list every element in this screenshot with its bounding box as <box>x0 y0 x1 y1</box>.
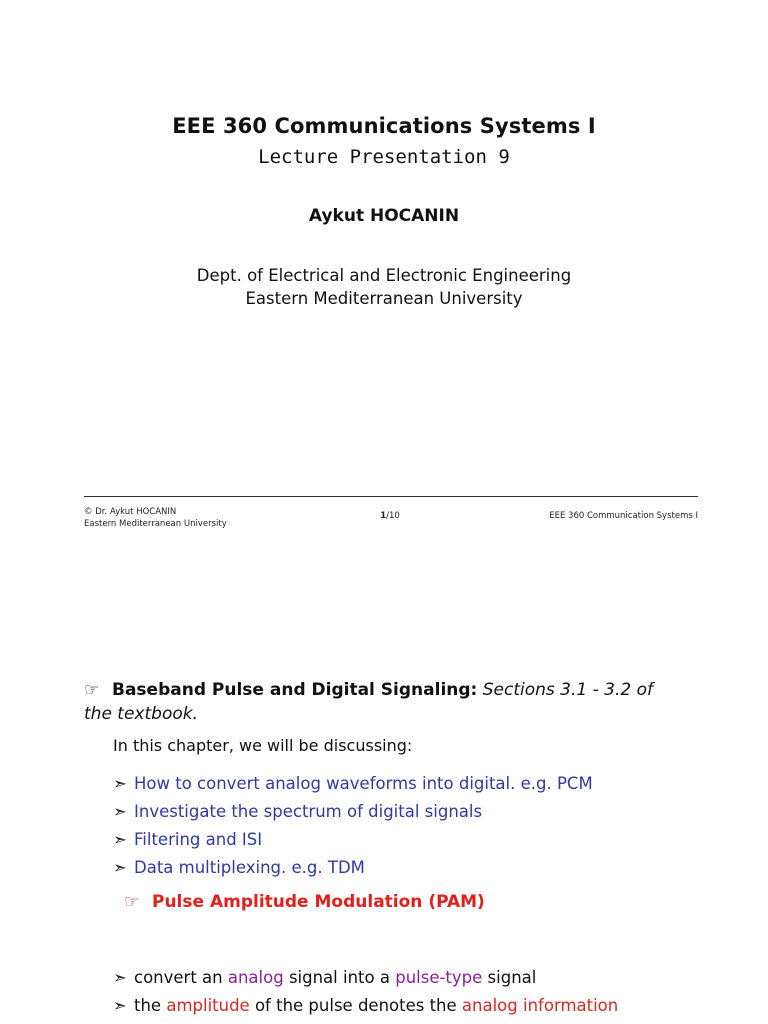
pam-text: signal into a <box>283 968 396 987</box>
footer-course-name: EEE 360 Communication Systems I <box>549 511 698 521</box>
section-reference: Sections 3.1 - 3.2 of the textbook. <box>84 680 653 724</box>
page-total: /10 <box>386 511 400 521</box>
footer-university-text: Eastern Mediterranean University <box>84 519 227 529</box>
list-item <box>113 854 593 882</box>
pam-term-analog: analog <box>227 968 284 987</box>
arrow-bullet-icon: ➣ <box>113 802 127 821</box>
pam-text: the <box>134 996 167 1015</box>
arrow-bullet-icon: ➣ <box>113 996 127 1015</box>
list-item <box>113 798 593 826</box>
arrow-bullet-icon: ➣ <box>113 968 127 987</box>
pam-text: of the pulse denotes the <box>249 996 462 1015</box>
pam-term-pulse-type: pulse-type <box>395 968 483 987</box>
topic-text: Data multiplexing. e.g. TDM <box>134 858 365 877</box>
lecture-subtitle: Lecture Presentation 9 <box>258 146 510 168</box>
topic-text: Investigate the spectrum of digital signals <box>134 802 483 821</box>
footer-divider <box>84 496 698 497</box>
list-item <box>113 770 593 798</box>
section-heading <box>84 678 684 726</box>
topic-text: Filtering and ISI <box>134 830 263 849</box>
department-line: Dept. of Electrical and Electronic Engineering <box>196 266 572 285</box>
chapter-intro: In this chapter, we will be discussing: <box>113 736 413 755</box>
arrow-bullet-icon: ➣ <box>113 830 127 849</box>
pam-heading <box>124 892 485 912</box>
pam-term-analog-information: analog information <box>461 996 619 1015</box>
topic-text: How to convert analog waveforms into digital. e.g. PCM <box>134 774 593 793</box>
pointing-hand-icon: ☞ <box>124 892 140 912</box>
list-item <box>113 992 618 1020</box>
pointing-hand-icon: ☞ <box>84 680 100 700</box>
page-current: 1 <box>380 511 387 521</box>
pam-text: signal <box>482 968 537 987</box>
footer-copyright-text: © Dr. Aykut HOCANIN <box>84 507 177 517</box>
pam-heading-text: Pulse Amplitude Modulation (PAM) <box>152 892 485 912</box>
pam-points <box>113 964 618 1020</box>
university-line: Eastern Mediterranean University <box>245 289 523 308</box>
author-name: Aykut HOCANIN <box>308 206 460 226</box>
pam-text: convert an <box>134 968 228 987</box>
course-title: EEE 360 Communications Systems I <box>172 114 596 138</box>
arrow-bullet-icon: ➣ <box>113 774 127 793</box>
footer-copyright <box>84 506 227 530</box>
list-item <box>113 964 618 992</box>
list-item <box>113 826 593 854</box>
section-title: Baseband Pulse and Digital Signaling: <box>112 680 478 700</box>
pam-term-amplitude: amplitude <box>166 996 250 1015</box>
footer-page-number <box>340 511 440 521</box>
arrow-bullet-icon: ➣ <box>113 858 127 877</box>
topic-list <box>113 770 593 882</box>
